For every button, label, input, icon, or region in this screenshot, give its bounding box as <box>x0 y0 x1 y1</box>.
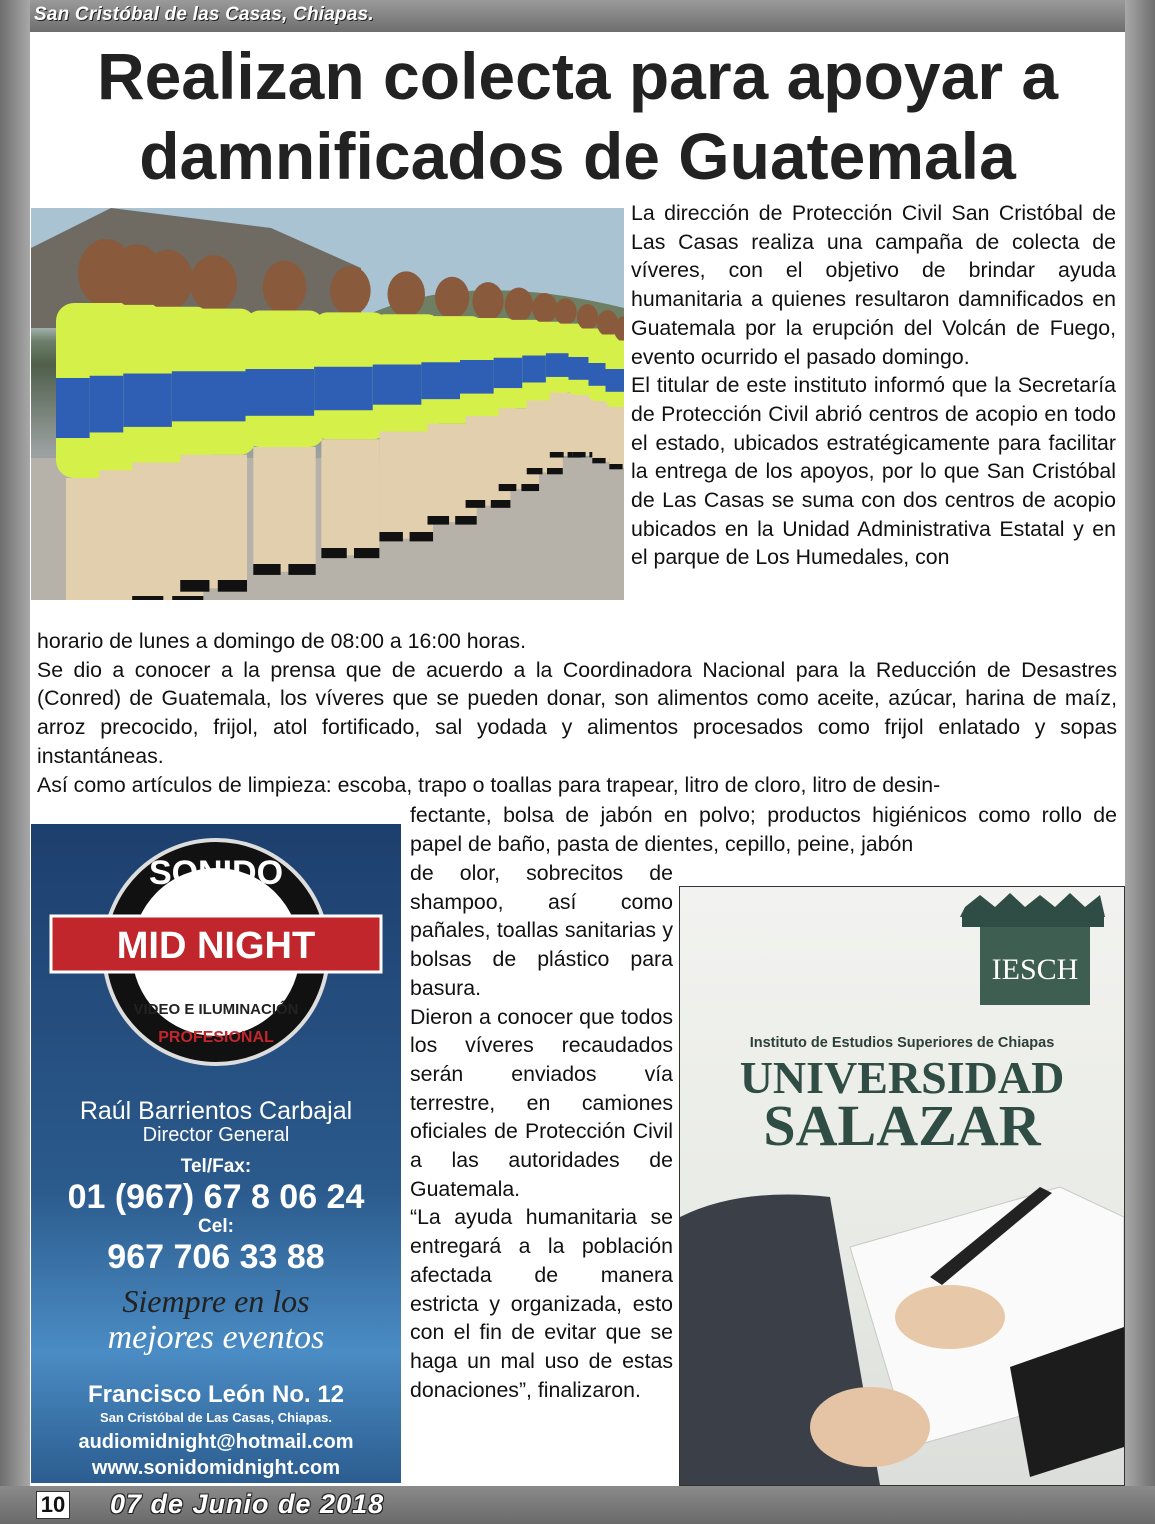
univ-institute: Instituto de Estudios Superiores de Chiapas <box>749 1035 1055 1051</box>
univ-name-2: SALAZAR <box>763 1093 1041 1158</box>
article-paragraph: La dirección de Protección Civil San Cristóbal de Las Casas realiza una campaña de colecta de víveres, con el objetivo de brindar ayuda humanitaria a quienes resultaron damnificados en Guatemala por la erupción del Volcán de Fuego, evento ocurrido el pasado domingo. <box>631 201 1116 369</box>
article-right-column <box>631 199 1116 572</box>
univ-name-1: UNIVERSIDAD <box>739 1052 1065 1103</box>
article-paragraph: horario de lunes a domingo de 08:00 a 16:00 horas. <box>37 629 526 653</box>
ad-web: www.sonidomidnight.com <box>91 1457 341 1479</box>
crown-icon <box>960 893 1105 927</box>
ad-tel-label: Tel/Fax: <box>180 1156 252 1177</box>
ad-brand: MID NIGHT <box>116 925 316 967</box>
ad-arc-top: SONIDO <box>148 854 284 892</box>
ad-email: audiomidnight@hotmail.com <box>78 1431 354 1453</box>
article-middle-column <box>410 801 1117 858</box>
ad-city: San Cristóbal de Las Casas, Chiapas. <box>100 1410 332 1425</box>
issue-date: 07 de Junio de 2018 <box>110 1489 385 1519</box>
article-paragraph: Dieron a conocer que todos los víveres recaudados serán enviados vía terrestre, en camiones oficiales de Protección Civil a las autoridades de Guatemala. <box>410 1004 673 1201</box>
univ-logo: IESCH <box>991 953 1079 986</box>
article-paragraph: “La ayuda humanitaria se entregará a la población afectada de manera estricta y organizada, esto con el fin de evitar que se haga un mal uso de estas donaciones”, finalizaron. <box>410 1205 673 1402</box>
headline-line-1: Realizan colecta para apoyar a <box>96 39 1059 113</box>
headline <box>30 36 1125 196</box>
location-label: San Cristóbal de las Casas, Chiapas. <box>34 4 374 25</box>
headline-line-2: damnificados de Guatemala <box>139 119 1016 193</box>
ad-cel-label: Cel: <box>198 1216 234 1237</box>
page-number: 10 <box>36 1491 70 1519</box>
ad-address: Francisco León No. 12 <box>87 1381 345 1408</box>
sonido-midnight-ad <box>31 824 401 1483</box>
civil-protection-photo <box>31 208 624 600</box>
ad-owner: Raúl Barrientos Carbajal <box>79 1097 353 1125</box>
universidad-salazar-ad <box>679 886 1125 1486</box>
ad-artwork <box>31 824 401 1483</box>
article-paragraph: Se dio a conocer a la prensa que de acuerdo a la Coordinadora Nacional para la Reducción de Desastres (Conred) de Guatemala, los víveres que se pueden donar, son alimentos como aceite, azúcar, harina de maíz, arroz precocido, frijol, atol fortificado, sal yodada y alimentos procesados como frijol enlatado y sopas instantáneas. <box>37 657 1117 768</box>
ad-tel: 01 (967) 67 8 06 24 <box>67 1178 365 1216</box>
ad-arc-bottom-2: PROFESIONAL <box>158 1029 274 1046</box>
article-paragraph: El titular de este instituto informó que la Secretaría de Protección Civil abrió centros de acopio en todo el estado, ubicados estratégicamente para facilitar la entrega de los apoyos, por lo que San Cristóbal de Las Casas se suma con dos centros de acopio ubicados en la Unidad Administrativa Estatal y en el parque de Los Humedales, con <box>631 373 1116 570</box>
article-paragraph: fectante, bolsa de jabón en polvo; productos higiénicos como rollo de papel de baño, pasta de dientes, cepillo, peine, jabón <box>410 803 1117 856</box>
article-full-width <box>37 627 1117 799</box>
ad-slogan-1: Siempre en los <box>122 1283 310 1319</box>
ad-arc-bottom: VIDEO E ILUMINACIÓN <box>133 1001 299 1018</box>
ad-slogan-2: mejores eventos <box>107 1319 325 1356</box>
ad-artwork <box>680 887 1124 1485</box>
article-narrow-column <box>410 859 673 1404</box>
photo-illustration <box>31 208 624 600</box>
article-paragraph: Así como artículos de limpieza: escoba, trapo o toallas para trapear, litro de cloro, litro de desin- <box>37 772 941 797</box>
ad-role: Director General <box>142 1124 290 1146</box>
ad-cel: 967 706 33 88 <box>107 1238 325 1276</box>
article-paragraph: de olor, sobrecitos de shampoo, así como pañales, toallas sanitarias y bolsas de plástico para basura. <box>410 861 673 1000</box>
